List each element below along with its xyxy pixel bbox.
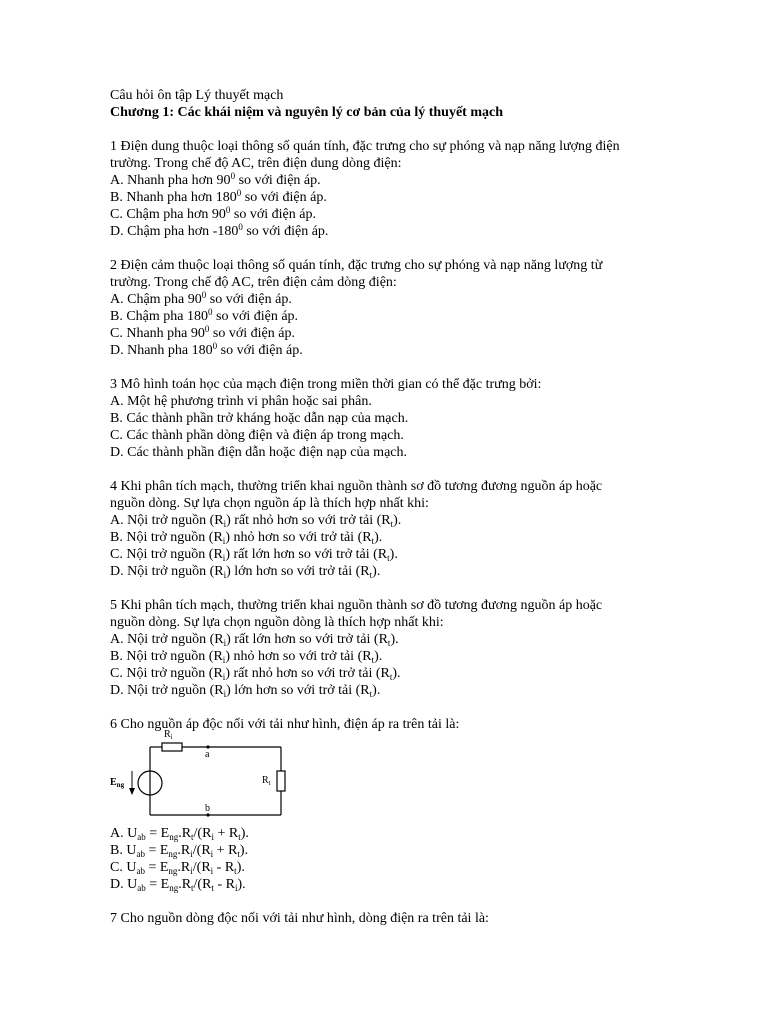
question-2-option-d: D. Nhanh pha $180^0$ so với điện áp. <box>110 341 303 358</box>
question-4-stem-line-2: nguồn dòng. Sự lựa chọn nguồn áp là thích hợp nhất khi: <box>110 496 429 511</box>
question-1-stem-line-1: 1 Điện dung thuộc loại thông số quán tính, đặc trưng cho sự phóng và nạp năng lượng điện <box>110 139 620 154</box>
question-3 <box>110 376 700 461</box>
question-6-option-b: B. $U_{ab} = E_{ng}.R_i/(R_i + R_t)$. <box>110 843 249 859</box>
label-node-b: b <box>205 803 210 814</box>
source-arrow-head <box>129 788 135 795</box>
resistor-rt <box>277 771 285 791</box>
question-5-option-d: D. Nội trở nguồn $(R_i)$ lớn hơn so với trở tải $(R_t)$. <box>110 683 381 699</box>
question-5 <box>110 597 700 699</box>
question-4-option-d: D. Nội trở nguồn $(R_i)$ lớn hơn so với trở tải $(R_t)$. <box>110 564 381 580</box>
question-1-option-d: D. Chậm pha hơn $-180^0$ so với điện áp. <box>110 222 329 239</box>
document-body <box>110 87 700 927</box>
question-6-stem: 6 Cho nguồn áp độc nối với tải như hình, điện áp ra trên tải là: <box>110 717 460 732</box>
question-6-option-d: D. $U_{ab} = E_{ng}.R_t/(R_t - R_i)$. <box>110 877 246 893</box>
question-3-option-c: C. Các thành phần dòng điện và điện áp trong mạch. <box>110 428 404 443</box>
question-5-option-a: A. Nội trở nguồn $(R_i)$ rất lớn hơn so với trở tải $(R_t)$. <box>110 632 399 648</box>
chapter-heading: Chương 1: Các khái niệm và nguyên lý cơ bản của lý thuyết mạch <box>110 105 503 120</box>
resistor-ri <box>162 743 182 751</box>
question-2-option-a: A. Chậm pha $90^0$ so với điện áp. <box>110 290 292 307</box>
question-1-option-c: C. Chậm pha hơn $90^0$ so với điện áp. <box>110 205 316 222</box>
question-3-option-a: A. Một hệ phương trình vi phân hoặc sai phân. <box>110 394 372 409</box>
question-5-stem-line-1: 5 Khi phân tích mạch, thường triển khai nguồn thành sơ đồ tương đương nguồn áp hoặc <box>110 598 603 613</box>
question-2-stem-line-1: 2 Điện cảm thuộc loại thông số quán tính, đặc trưng cho sự phóng và nạp năng lượng từ <box>110 258 603 273</box>
question-4-stem-line-1: 4 Khi phân tích mạch, thường triển khai nguồn thành sơ đồ tương đương nguồn áp hoặc <box>110 479 603 494</box>
question-7 <box>110 910 700 927</box>
label-eng: $E_{ng}$ <box>110 777 125 789</box>
question-1-option-b: B. Nhanh pha hơn $180^0$ so với điện áp. <box>110 188 327 205</box>
question-4 <box>110 478 700 580</box>
question-2-option-b: B. Chậm pha $180^0$ so với điện áp. <box>110 307 299 324</box>
question-4-option-a: A. Nội trở nguồn $(R_i)$ rất nhỏ hơn so với trở tải $(R_t)$. <box>110 513 402 529</box>
label-ri: $R_i$ <box>164 729 173 741</box>
question-4-option-c: C. Nội trở nguồn $(R_i)$ rất lớn hơn so với trở tải $(R_t)$. <box>110 547 398 563</box>
circuit-diagram <box>110 729 310 825</box>
document-title: Câu hỏi ôn tập Lý thuyết mạch <box>110 88 284 103</box>
question-5-option-c: C. Nội trở nguồn $(R_i)$ rất nhỏ hơn so với trở tải $(R_t)$. <box>110 666 401 682</box>
question-4-option-b: B. Nội trở nguồn $(R_i)$ nhỏ hơn so với trở tải $(R_t)$. <box>110 530 383 546</box>
question-5-stem-line-2: nguồn dòng. Sự lựa chọn nguồn dòng là thích hợp nhất khi: <box>110 615 444 630</box>
question-6 <box>110 716 700 893</box>
question-1 <box>110 138 700 240</box>
question-1-stem-line-2: trường. Trong chế độ AC, trên điện dung dòng điện: <box>110 156 402 171</box>
question-6-option-a: A. $U_{ab} = E_{ng}.R_t/(R_i + R_t)$. <box>110 826 249 842</box>
question-2-stem-line-2: trường. Trong chế độ AC, trên điện cảm dòng điện: <box>110 275 397 290</box>
question-2-option-c: C. Nhanh pha $90^0$ so với điện áp. <box>110 324 295 341</box>
question-5-option-b: B. Nội trở nguồn $(R_i)$ nhỏ hơn so với trở tải $(R_t)$. <box>110 649 383 665</box>
question-3-option-d: D. Các thành phần điện dẫn hoặc điện nạp của mạch. <box>110 445 408 460</box>
question-3-stem: 3 Mô hình toán học của mạch điện trong miền thời gian có thể đặc trưng bởi: <box>110 377 542 392</box>
label-rt: $R_t$ <box>262 775 271 787</box>
question-2 <box>110 257 700 359</box>
circuit-drawing <box>110 733 310 825</box>
question-7-stem: 7 Cho nguồn dòng độc nối với tải như hình, dòng điện ra trên tải là: <box>110 911 489 926</box>
label-node-a: a <box>205 749 210 760</box>
question-6-option-c: C. $U_{ab} = E_{ng}.R_i/(R_i - R_t)$. <box>110 860 245 876</box>
question-3-option-b: B. Các thành phần trở kháng hoặc dẫn nạp của mạch. <box>110 411 409 426</box>
question-1-option-a: A. Nhanh pha hơn $90^0$ so với điện áp. <box>110 171 321 188</box>
